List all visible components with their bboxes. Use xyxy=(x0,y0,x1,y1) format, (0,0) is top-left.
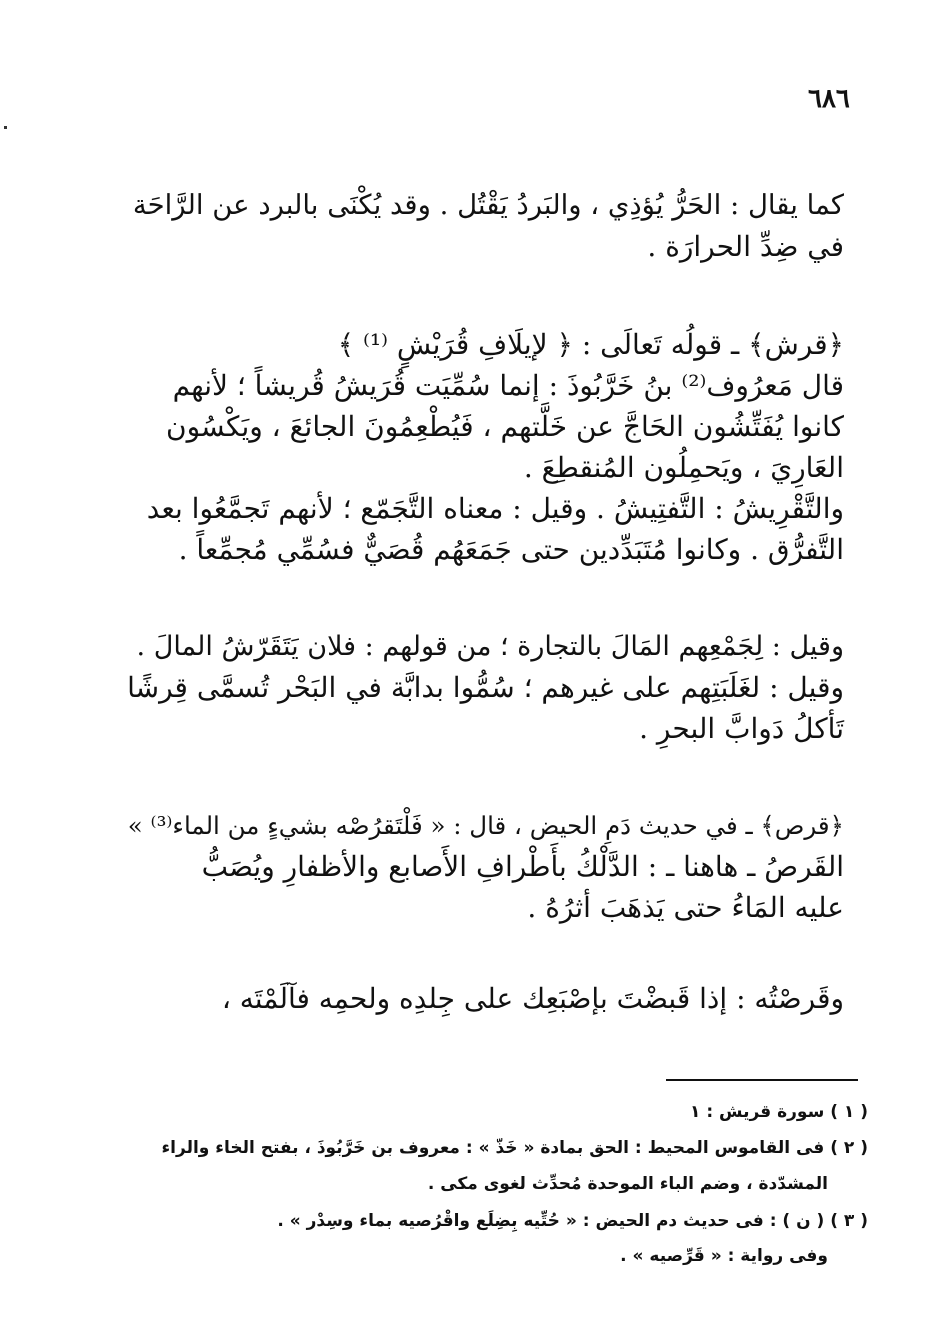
page-number: ٦٨٦ xyxy=(808,84,850,114)
footnote-2: ( ٢ ) فى القاموس المحيط : الحق بمادة « خَذّ » : معروف بن خَرَّبُوذَ ، بفتح الخاء والراء xyxy=(161,1138,868,1158)
entry-heading-line: ﴿قرش﴾ ـ قولُه تَعالَى : ﴿ لإيلَافِ قُرَيْشٍ ⁽¹⁾ ﴾ xyxy=(337,328,844,361)
text-line: عليه المَاءُ حتى يَذهَبَ أثرُهُ . xyxy=(527,891,844,924)
footnote-separator xyxy=(666,1079,858,1081)
footnote-3-cont: وفى رواية : « قَرِّصيه » . xyxy=(620,1246,828,1266)
entry-qaras xyxy=(124,805,844,928)
margin-mark xyxy=(4,126,7,129)
text-line: تَأكلُ دَوابَّ البحرِ . xyxy=(639,712,844,745)
entry-qarash xyxy=(124,324,844,570)
text-line: وقيل : لغَلَبَتِهم على غيرهم ؛ سُمُّوا بدابَّة في البَحْر تُسمَّى قِرشًا xyxy=(127,671,844,704)
text-line: وقيل : لِجَمْعِهم المَالَ بالتجارة ؛ من قولهم : فلان يَتَقَرّشُ المالَ . xyxy=(136,631,844,662)
footnote-3: ( ٣ ) ( ن ) : فى حديث دم الحيض : « حُتِّيه بِضِلَع واقْرُصيه بماء وسِدْر » . xyxy=(277,1211,868,1231)
footnote-1: ( ١ ) سورة قريش : ١ xyxy=(690,1102,868,1122)
text-line: في ضِدِّ الحرارَة . xyxy=(647,230,844,263)
text-line: العَارِيَ ، ويَحمِلُون المُنقطِعَ . xyxy=(523,451,844,484)
text-line: التَّفرُّق . وكانوا مُتَبَدِّدين حتى جَمَعَهُم قُصَيٌّ فسُمِّي مُجمِّعاً . xyxy=(178,533,844,566)
text-line: وقَرصْتُه : إذا قَبضْتَ بإصْبَعِك على جِلدِه ولحمِه فآلَمْتَه ، xyxy=(221,982,844,1015)
text-line: قال مَعرُوف⁽²⁾ بنُ خَرَّبُوذَ : إنما سُمِّيَت قُرَيشُ قُريشاً ؛ لأنهم xyxy=(172,369,844,402)
paragraph-qarastuhu xyxy=(124,978,844,1019)
text-line: كانوا يُفَتِّشُون الحَاجَّ عن خَلَّتهم ، فَيُطْعِمُونَ الجائعَ ، ويَكْسُون xyxy=(166,410,844,443)
entry-heading-line: ﴿قرص﴾ ـ في حديث دَمِ الحيض ، قال : « فَلْتَقرُصْه بشيءٍ من الماء⁽³⁾ » xyxy=(127,811,844,840)
paragraph-qarash-other xyxy=(124,626,844,749)
text-line: والتَّقْرِيشُ : التَّفتِيشُ . وقيل : معناه التَّجَمّع ؛ لأنهم تَجمَّعُوا بعد xyxy=(146,492,844,525)
text-line: كما يقال : الحَرُّ يُؤذِي ، والبَردُ يَقْتُل . وقد يُكْنَى بالبرد عن الرَّاحَة xyxy=(132,189,844,221)
paragraph-intro xyxy=(124,185,844,267)
footnote-2-cont: المشدّدة ، وضم الباء الموحدة مُحدِّث لغوى مكى . xyxy=(427,1174,828,1194)
text-line: القَرصُ ـ هاهنا ـ : الدَّلْكُ بأَطْرافِ الأَصابع والأظفارِ ويُصَبُّ xyxy=(201,850,844,883)
